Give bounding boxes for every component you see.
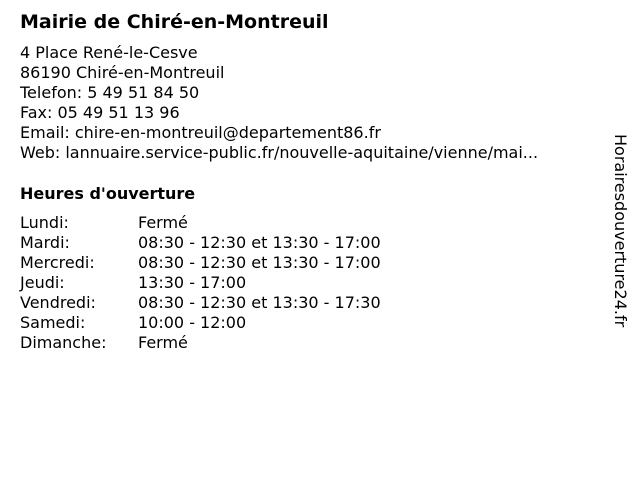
contact-block	[20, 43, 538, 163]
day-hours: Fermé	[138, 213, 188, 232]
day-label: Dimanche:	[20, 333, 107, 352]
fax-line: Fax: 05 49 51 13 96	[20, 103, 180, 122]
day-hours: 08:30 - 12:30 et 13:30 - 17:30	[138, 293, 381, 312]
day-label: Jeudi:	[20, 273, 65, 292]
day-label: Vendredi:	[20, 293, 96, 312]
address-line-2: 86190 Chiré-en-Montreuil	[20, 63, 225, 82]
address-line-1: 4 Place René-le-Cesve	[20, 43, 198, 62]
day-label: Mercredi:	[20, 253, 95, 272]
day-hours: 10:00 - 12:00	[138, 313, 247, 332]
web-line: Web: lannuaire.service-public.fr/nouvelle-aquitaine/vienne/mai...	[20, 143, 539, 162]
page-title: Mairie de Chiré-en-Montreuil	[20, 11, 329, 33]
phone-line: Telefon: 5 49 51 84 50	[20, 83, 200, 102]
opening-hours-heading: Heures d'ouverture	[20, 184, 196, 203]
day-hours: Fermé	[138, 333, 188, 352]
site-watermark: Horairesdouverture24.fr	[611, 134, 630, 328]
day-hours: 08:30 - 12:30 et 13:30 - 17:00	[138, 233, 381, 252]
email-line: Email: chire-en-montreuil@departement86.fr	[20, 123, 381, 142]
day-hours: 13:30 - 17:00	[138, 273, 247, 292]
day-label: Mardi:	[20, 233, 70, 252]
day-hours: 08:30 - 12:30 et 13:30 - 17:00	[138, 253, 381, 272]
day-label: Lundi:	[20, 213, 69, 232]
day-label: Samedi:	[20, 313, 86, 332]
